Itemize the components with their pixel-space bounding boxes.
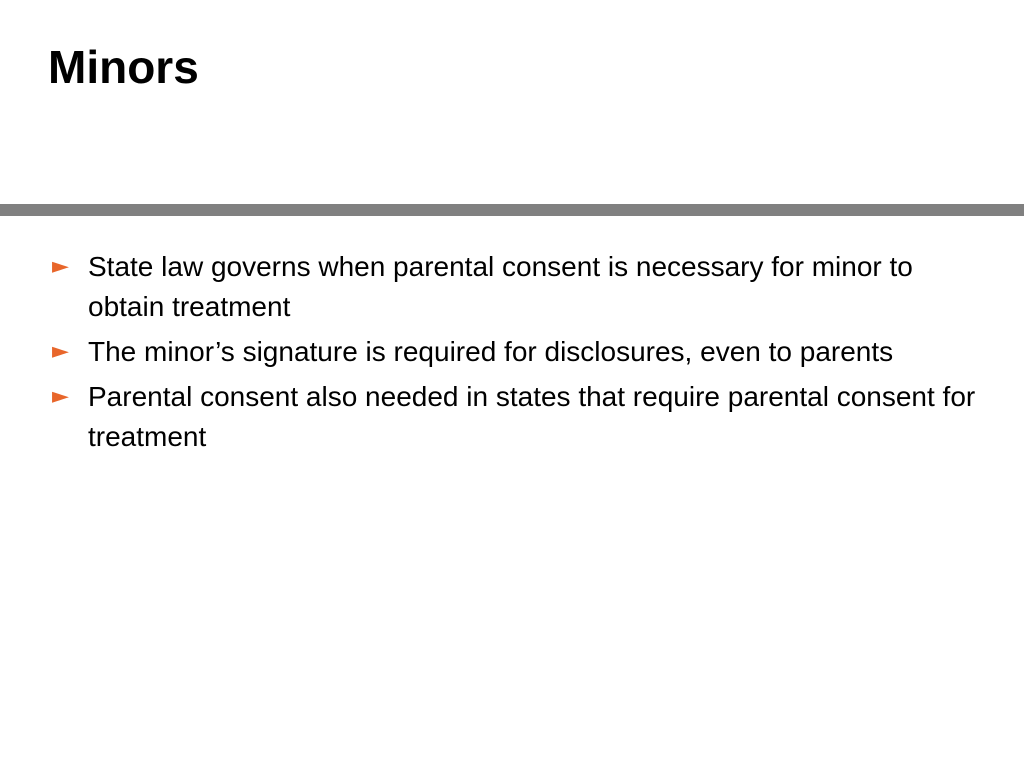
bullet-item bbox=[52, 247, 982, 327]
bullet-item bbox=[52, 377, 982, 457]
bullet-item bbox=[52, 332, 982, 372]
arrow-bullet-icon: ► bbox=[52, 254, 69, 279]
arrow-bullet-icon: ► bbox=[52, 384, 69, 409]
title-divider bbox=[0, 204, 1024, 216]
arrow-bullet-icon: ► bbox=[52, 339, 69, 364]
bullet-text: State law governs when parental consent is necessary for minor to obtain treatment bbox=[88, 251, 913, 322]
bullet-list bbox=[52, 247, 982, 462]
bullet-text: Parental consent also needed in states that require parental consent for treatment bbox=[88, 381, 976, 452]
bullet-text: The minor’s signature is required for disclosures, even to parents bbox=[88, 336, 894, 367]
slide-title: Minors bbox=[48, 41, 199, 93]
